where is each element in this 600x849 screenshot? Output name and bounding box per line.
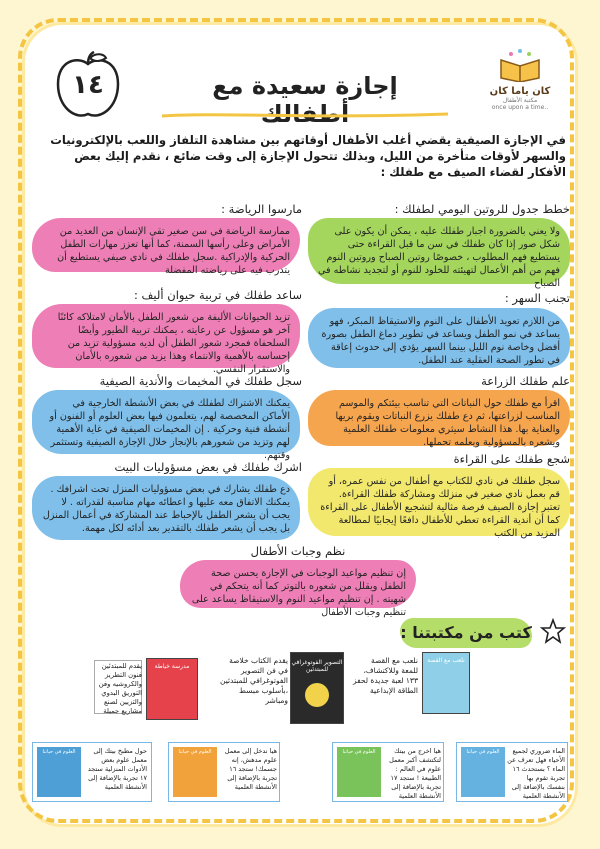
intro-paragraph: في الإجازة الصيفية يقضي أغلب الأطفال أوقاتهم بين مشاهدة التلفاز واللعب بالإلكترونيات والسهر لأوقات متأخرة من الليل، وبذلك تتحول الإجازة إلى وقت ضائع ، نقدم إليك بعض الأفكار لقضاء الصيف مع طفلك : xyxy=(50,133,566,179)
plant-heading: علم طفلك الزراعة xyxy=(481,374,570,388)
book-desc-2: يقدم الكتاب خلاصة في فن التصوير الفوتوغرافي للمبتدئين ،بأسلوب مبسط ومباشر xyxy=(220,656,288,705)
book-cover-7-title: العلوم في حياتنا xyxy=(42,749,76,755)
book-card-7[interactable] xyxy=(32,742,152,802)
late-heading: تجنب السهر : xyxy=(504,291,570,305)
book-cover-1-title: نلعب مع القصة xyxy=(427,657,465,664)
book-card-4[interactable] xyxy=(456,742,568,802)
meals-heading: نظم وجبات الأطفال xyxy=(250,544,346,558)
book-cover-1[interactable] xyxy=(422,652,470,714)
camps-heading: سجل طفلك في المخيمات والأندية الصيفية xyxy=(99,374,302,388)
routine-body: ولا يعني بالضرورة اجبار طفلك عليه ، يمكن أن يكون على شكل صور إذا كان طفلك في سن ما قبل القراءة حتى يستطيع فهم المطلوب ، خصوصًا روتين الصباح وروتين النوم فهم من أهم الأعمال لتهيئته للخلود للنوم أو لتجديد نشاطه في الصباح xyxy=(308,218,570,284)
book-cover-6-title: العلوم في حياتنا xyxy=(178,749,212,755)
plant-body: اقرأ مع طفلك حول النباتات التي تناسب بيئتكم والموسم المناسب لزراعتها، ثم دع طفلك يزرع النباتات ويقوم بريها والعناية بها. هذا النشاط سيثري معلومات طفلك العلمية ويشعره بالمسؤولية ويعلمه تحملها. xyxy=(308,390,570,446)
issue-apple-badge xyxy=(50,48,126,124)
sports-heading: مارسوا الرياضة : xyxy=(221,202,302,216)
open-book-logo-icon xyxy=(497,48,543,82)
pet-body: تزيد الحيوانات الأليفة من شعور الطفل بالأمان لامتلاكه كائنًا آخر هو مسؤول عن رعايته ، يمكنك تربية الطيور وأيضًا السلحفاة فمجرد شعور الطفل أن لديه مسؤولية تزيد من إحساسه بالأهمية والانتماء وهذا يزيد من شعوره بالأمان والاستقرار النفسي. xyxy=(32,304,300,368)
issue-number: ١٤ xyxy=(72,70,104,100)
book-cover-5-title: العلوم في حياتنا xyxy=(342,749,376,755)
logo-brand: كان ياما كان xyxy=(489,86,551,97)
book-cover-4-title: العلوم في حياتنا xyxy=(466,749,500,755)
book-desc-7: حول مطبخ بيتك إلى معمل علوم بعض الأدوات المنزلية ستجد ١٧ تجربة بالإضافة إلى الأنشطة العلمية xyxy=(87,747,147,791)
book-cover-3-title: مدرسة خياطة xyxy=(154,663,190,670)
books-heading: كتب من مكتبتنا : xyxy=(400,618,532,648)
star-icon xyxy=(540,618,566,644)
book-desc-4: الماء ضروري لجميع الأحياء فهل تعرف عن الماء ؟ بستحدث ١٦ تجربة تقوم بها بنفسك بالإضافة إلى الأنشطة العلمية xyxy=(507,747,565,800)
routine-heading: خطط جدول للروتين اليومي لطفلك : xyxy=(394,202,570,216)
logo-english: once upon a time.. xyxy=(491,104,549,111)
book-card-5[interactable] xyxy=(332,742,444,802)
page-title: إجازة سعيدة مع أطفالك xyxy=(212,72,398,128)
book-desc-1: نلعب مع القصة للمعة وللاكتشاف، ١٣٣ لعبة جديدة لحفز الطاقة الإبداعية xyxy=(352,656,418,695)
logo-tagline: مكتبة الأطفال xyxy=(502,97,538,104)
meals-body: إن تنظيم مواعيد الوجبات في الإجازة يحسن صحة الطفل ويقلل من شعوره بالتوتر كما أنه يتحكم في شهيته . إن تنظيم مواعيد النوم والاستيقاظ يساعد على تنظيم وجبات الأطفال xyxy=(180,560,416,608)
book-cover-2-title: التصوير الفوتوغرافي للمبتدئين xyxy=(291,659,343,673)
sports-body: ممارسة الرياضة في سن صغير تقي الإنسان من العديد من الأمراض وعلى رأسها السمنة، كما أنها تعزز مهارات الطفل الحركية والإدراكية .سجل طفلك في نادي صيفي يستطيع أن يتدرب فيه على رياضته المفضلة xyxy=(32,218,300,272)
reading-heading: شجع طفلك على القراءة xyxy=(453,452,570,466)
book-cover-2[interactable] xyxy=(290,652,344,724)
pet-heading: ساعد طفلك في تربية حيوان أليف : xyxy=(133,288,302,302)
book-card-6[interactable] xyxy=(168,742,280,802)
logo xyxy=(480,48,560,122)
title-underline xyxy=(160,110,450,120)
book-cover-3[interactable] xyxy=(146,658,198,720)
chores-body: دع طفلك يشارك في بعض مسؤوليات المنزل تحت اشرافك . يمكنك الاتفاق معه عليها و اعطائه مهام مناسبة لقدراته . لا يجب أن يشعر الطفل بالإحباط عند المشاركة في أعمال المنزل بل يجب أن يشعر طفلك بالتقدير بعد أدائه لكل مهمة. xyxy=(32,476,300,540)
book-desc-crafts: يقدم للمبتدئين فنون التطريز والكروشيه وفن التوريق البدوي والتزيين لصنع مشاريع جميلة xyxy=(98,662,142,715)
book-desc-5: هيا اخرج من بيتك لتكتشف أكبر معمل علوم في العالم : الطبيعة ! ستجد ١٧ تجربة بالإضافة إلى الأنشطة العلمية xyxy=(389,747,441,800)
book-desc-6: هيا ندخل إلى معمل علوم مدهش، إنه جسمك! ستجد ١٦ تجربة بالإضافة إلى الأنشطة العلمية xyxy=(224,747,277,791)
late-body: من اللازم تعويد الأطفال على النوم والاستيقاظ المبكر، فهو يساعد في نمو الطفل ويساعد في تطوير دماغ الطفل بصورة أفضل وخاصة نوم الليل بينما السهر يؤدي إلى حدوث إعاقة في تطور الصحة العقلية عند الطفل. xyxy=(308,308,570,368)
chores-heading: اشرك طفلك في بعض مسؤوليات البيت xyxy=(114,460,302,474)
camps-body: يمكنك الاشتراك لطفلك في بعض الأنشطة الخارجية في الأماكن المخصصة لهم، يتعلمون فيها بعض العلوم أو الفنون أو أنشطة فنية وحركية . إن المخيمات الصيفية في غاية الأهمية لهم وتزيد من شعورهم بالإنجاز خلال الإجازة الصيفية وتستثمر وقتهم. xyxy=(32,390,300,454)
flower-graphic xyxy=(305,683,329,707)
reading-body: سجل طفلك في نادي للكتاب مع أطفال من نفس عمره، أو قم بعمل نادي صغير في منزلك ومشاركة طفلك القراءة. تعتبر إجازة الصيف فرصة مثالية لتشجيع الأطفال على القراءة كما أن أندية القراءة تعطي للأطفال دافعًا إيجابيًا لمطالعة المزيد من الكتب xyxy=(308,468,570,536)
